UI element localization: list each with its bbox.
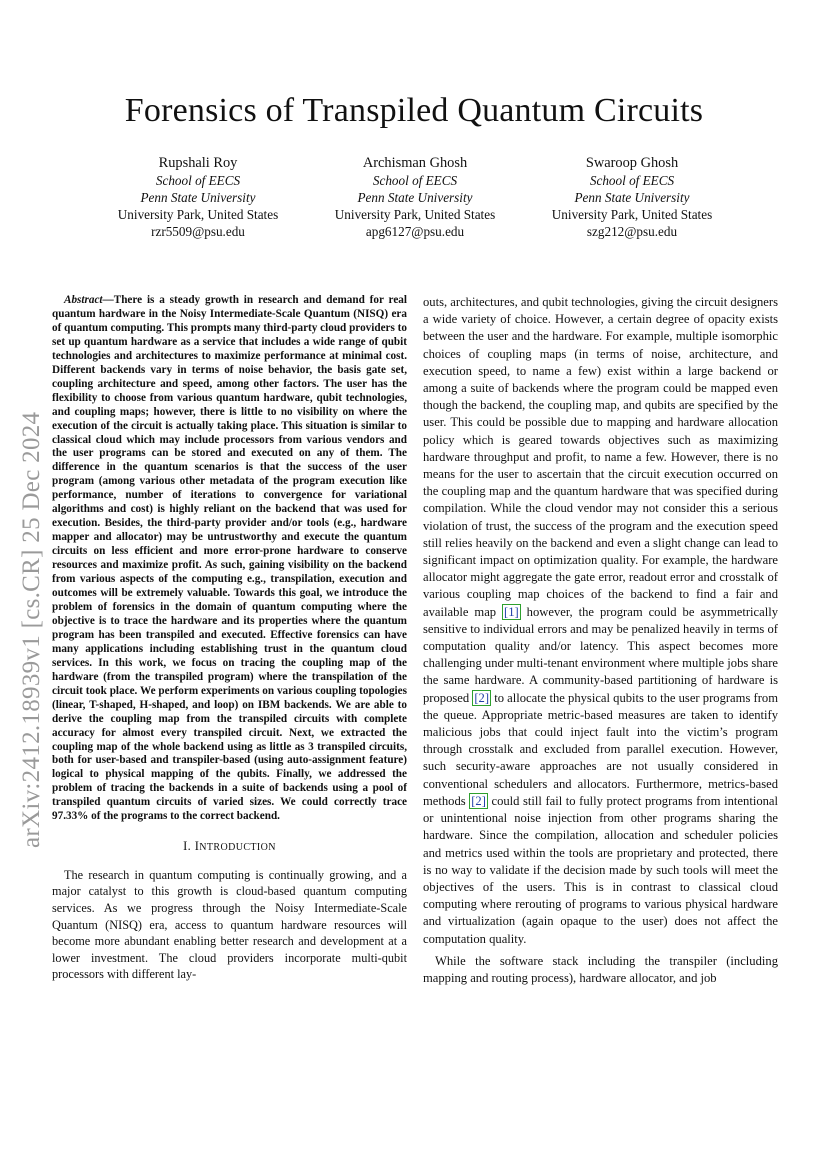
author-email: szg212@psu.edu [586,224,678,239]
citation-link-3[interactable]: [2] [471,793,486,808]
citation-link-2[interactable]: [2] [474,690,490,705]
abstract [52,294,407,824]
author-email: rzr5509@psu.edu [151,224,245,239]
section-title-initial: I [194,839,200,854]
author-name: Rupshali Roy [158,155,238,171]
abstract-label: Abstract [64,294,103,306]
author-university: Penn State University [574,190,690,205]
right-column [423,294,778,987]
author-email: apg6127@psu.edu [365,224,465,239]
section-number: I. [183,839,192,854]
abstract-text: —There is a steady growth in research and demand for real quantum hardware in the Noisy Intermediate-Scale Quantum (NISQ) era of quantum computing. This prompts many third-party cloud providers to set up quantum hardware as a service that includes a wide range of qubit technologies and architectures to maximize performance at minimal cost. Different backends vary in terms of noise behavior, the basis gate set, coupling architecture and speed, among other factors. The user has the flexibility to choose from various quantum hardware, qubit technologies, and coupling maps; however, there is little to no visibility on where the execution of the circuit is actually taking place. This situation is similar to classical cloud which may include processors from various vendors and the user programs can be stored and executed on any of them. The difference in the quantum scenarios is that the success of the user program (among various other metadata of the program execution like performance, number of iterations to convergence for variational algorithms and cost) is highly reliant on the backend that was used for execution. Besides, the third-party provider and/or tools (e.g., hardware mapper and allocator) may be untrustworthy and execute the quantum circuits on less efficient and more error-prone hardware to conserve resources and maximize profit. As such, gaining visibility on the backend from various aspects of the computing e.g., transpilation, execution and outcomes will be extremely valuable. Towards this goal, we introduce the problem of forensics in the domain of quantum computing where the objective is to trace the hardware and its properties where the quantum program has been transpiled and executed. Effective forensics can have many applications including establishing trust in the quantum cloud services. In this work, we focus on tracing the coupling map of the hardware (from the transpiled program) where the transpilation of the circuit took place. We perform experiments on various coupling topologies (linear, T-shaped, H-shaped, and loop) on IBM backends. We are able to derive the coupling map from the transpiled circuits with complete accuracy for almost every transpiled circuit. Next, we extracted the coupling map of the whole backend using as little as 3 transpiled circuits, both for user-based and transpiler-based (using auto-assignment feature) logical to physical mapping of the qubits. Finally, we addressed the problem of tracing the backends in a suite of backends using a pool of transpiled quantum circuits of varied sizes. We could correctly trace 97.33% of the programs to the correct backend. [52,294,407,823]
section-title-rest: NTRODUCTION [199,842,276,854]
author-name: Archisman Ghosh [362,155,468,171]
intro-paragraph-2: While the software stack including the transpiler (including mapping and routing process), hardware allocator, and job [423,953,778,985]
author-1 [90,155,306,240]
text-run: could still fail to fully protect programs from intentional or unintentional noise injection from other programs sharing the hardware. Since the compilation, allocation and scheduler policies and metrics used within the tools are proprietary and protected, there is no way to validate if the decision made by such tools will meet the objectives of the users. This is in contrast to classical cloud computing where rerouting of programs to various physical hardware and virtualization (again opaque to the user) does not affect the computation quality. [423,793,778,946]
text-run: however, the program could be asymmetrically sensitive to individual errors and may be penalized heavily in terms of computation quality and/or latency. This aspect becomes more challenging under multi-tenant environment where multiple jobs share the same hardware. A community-based partitioning of hardware is proposed [423,604,778,705]
author-location: University Park, United States [551,207,713,222]
arxiv-identifier-stamp: arXiv:2412.18939v1 [cs.CR] 25 Dec 2024 [18,411,45,848]
author-location: University Park, United States [334,207,496,222]
author-2 [307,155,523,240]
text-run: outs, architectures, and qubit technologies, giving the circuit designers a wide variety of choice. However, a certain degree of opacity exists between the user and the hardware. For example, multiple isomorphic choices of coupling maps (in terms of noise, architecture, and execution speed, to name a few) exist within a large backend or among a suite of backends where the program could be mapped even though the backend, the coupling map, and qubits are specified by the user. This could be possible due to mapping and hardware allocation policy which is geared towards objectives such as maximizing hardware throughput and profit, to name a few. However, there is no means for the user to ascertain that the circuit execution occurred on the coupling map and the quantum hardware that was specified during compilation. While the cloud vendor may not consider this a serious violation of trust, the success of the program and the execution speed still relies heavily on the backend and even a slight change can lead to significant impact on optimization quality. For example, the hardware allocator might aggregate the gate error, readout error and crosstalk of various coupling map choices of the backend to find a fair and available map [423,295,778,619]
citation-link-1[interactable]: [1] [504,604,519,619]
paper-title: Forensics of Transpiled Quantum Circuits [124,92,704,129]
author-location: University Park, United States [117,207,279,222]
text-run: to allocate the physical qubits to the user programs from the queue. Appropriate metric-based measures are taken to identify malicious jobs that could inject fault into the victim’s program through crosstalk and excluded from parallel execution. However, such security-aware approaches are not usually considered in conventional schedulers and allocators. Furthermore, metrics-based methods [423,690,778,808]
author-name: Swaroop Ghosh [585,155,679,171]
author-3 [524,155,740,240]
author-dept: School of EECS [372,173,458,188]
intro-paragraph-continued [423,294,778,948]
author-university: Penn State University [140,190,256,205]
author-block [90,155,740,240]
intro-paragraph-1: The research in quantum computing is continually growing, and a major catalyst to this growth is cloud-based quantum computing services. As we progress through the Noisy Intermediate-Scale Quantum (NISQ) era, access to quantum hardware resources will become more abundant enabling better research and development at a lower investment. The cloud providers incorporate multi-qubit processors with different lay- [52,867,407,982]
author-dept: School of EECS [155,173,241,188]
left-column [52,294,407,983]
author-university: Penn State University [357,190,473,205]
section-heading-introduction [52,838,407,857]
author-dept: School of EECS [589,173,675,188]
